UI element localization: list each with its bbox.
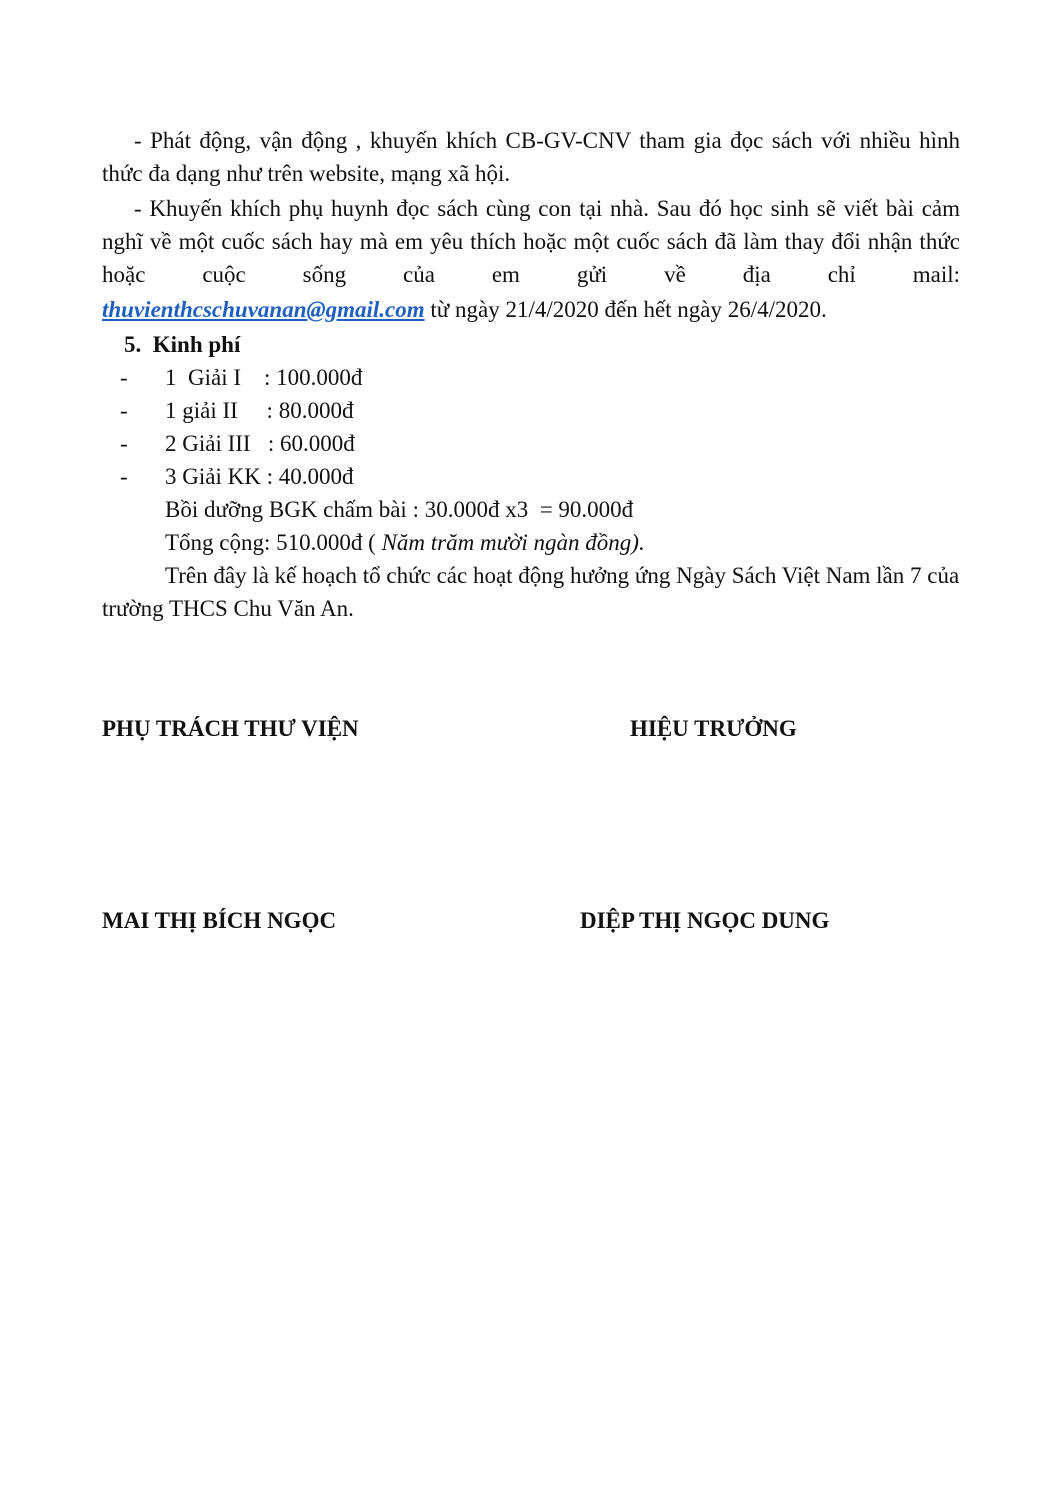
list-item: - 3 Giải KK : 40.000đ [102,460,960,493]
prize-encouragement: 3 Giải KK : 40.000đ [165,464,354,489]
list-item: - 2 Giải III : 60.000đ [102,427,960,460]
email-line [102,293,960,326]
library-head-title: PHỤ TRÁCH THƯ VIỆN [102,716,359,741]
total-amount: Tổng cộng: 510.000đ ( [165,530,382,555]
jury-fee-line: Bồi dưỡng BGK chấm bài : 30.000đ x3 = 90.000đ [165,497,634,522]
section-title: Kinh phí [152,332,241,357]
document-body [102,124,960,625]
total-line [102,526,960,559]
prize-second: 1 giải II : 80.000đ [165,398,354,423]
total-in-words: Năm trăm mười ngàn đồng). [381,530,645,555]
section-number: 5. [124,332,142,357]
paragraph-staff-reading: - Phát động, vận động , khuyến khích CB-GV-CNV tham gia đọc sách với nhiều hình thức đa dạng như trên website, mạng xã hội. [102,128,960,186]
email-link[interactable]: thuvienthcschuvanan@gmail.com [102,297,425,322]
section-heading [102,328,960,361]
library-head-name: MAI THỊ BÍCH NGỌC [102,908,337,933]
prize-first: 1 Giải I : 100.000đ [165,365,363,390]
list-item: - 1 giải II : 80.000đ [102,394,960,427]
list-item: - 1 Giải I : 100.000đ [102,361,960,394]
principal-name: DIỆP THỊ NGỌC DUNG [580,908,830,933]
prize-third: 2 Giải III : 60.000đ [165,431,355,456]
paragraph-parent-reading: - Khuyến khích phụ huynh đọc sách cùng con tại nhà. Sau đó học sinh sẽ viết bài cảm nghĩ về một cuốc sách hay mà em yêu thích hoặc một cuốc sách đã làm thay đổi nhận thức hoặc cuộc sống của em gửi về địa chỉ mail: [102,196,960,287]
closing-paragraph: Trên đây là kế hoạch tổ chức các hoạt động hưởng ứng Ngày Sách Việt Nam lần 7 của trường THCS Chu Văn An. [102,563,960,621]
email-date-range: từ ngày 21/4/2020 đến hết ngày 26/4/2020. [424,297,827,322]
principal-title: HIỆU TRƯỞNG [630,716,797,741]
